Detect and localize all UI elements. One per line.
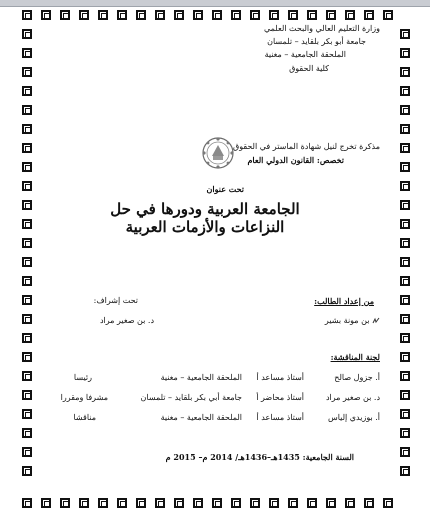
committee-member-institution: الملحقة الجامعية – مغنية xyxy=(160,373,242,382)
square-border-ornament-icon xyxy=(400,409,410,419)
square-border-ornament-icon xyxy=(383,10,393,20)
square-border-ornament-icon xyxy=(22,10,32,20)
student-name: بن مونة بشير xyxy=(324,316,370,325)
square-border-ornament-icon xyxy=(22,219,32,229)
square-border-ornament-icon xyxy=(231,10,241,20)
committee-member-rank: أستاذ مساعد أ xyxy=(256,373,304,382)
square-border-ornament-icon xyxy=(22,447,32,457)
square-border-ornament-icon xyxy=(117,10,127,20)
student-name-row xyxy=(325,316,380,326)
academic-year: السنة الجامعية: 1435هـ–1436هـ/ 2014 م– 2015 م xyxy=(165,452,354,462)
specialty-line: تخصص: القانون الدولي العام xyxy=(247,155,344,165)
square-border-ornament-icon xyxy=(22,466,32,476)
thesis-cover-page xyxy=(46,24,384,504)
annex-line: الملحقة الجامعية – مغنية xyxy=(264,50,346,59)
thesis-type: مذكرة تخرج لنيل شهادة الماستر في الحقوق xyxy=(233,142,380,151)
square-border-ornament-icon xyxy=(400,181,410,191)
square-border-ornament-icon xyxy=(400,314,410,324)
square-border-ornament-icon xyxy=(383,498,393,508)
square-border-ornament-icon xyxy=(307,10,317,20)
square-border-ornament-icon xyxy=(79,10,89,20)
square-border-ornament-icon xyxy=(22,124,32,134)
square-border-ornament-icon xyxy=(60,10,70,20)
committee-member-rank: أستاذ محاضر أ xyxy=(256,393,304,402)
square-border-ornament-icon xyxy=(400,86,410,96)
square-border-ornament-icon xyxy=(400,124,410,134)
square-border-ornament-icon xyxy=(400,29,410,39)
square-border-ornament-icon xyxy=(400,238,410,248)
square-border-ornament-icon xyxy=(22,143,32,153)
committee-member-name: د. بن صغير مراد xyxy=(325,393,380,402)
committee-member-institution: الملحقة الجامعية – مغنية xyxy=(160,413,242,422)
square-border-ornament-icon xyxy=(22,67,32,77)
square-border-ornament-icon xyxy=(22,371,32,381)
square-border-ornament-icon xyxy=(22,352,32,362)
square-border-ornament-icon xyxy=(98,10,108,20)
square-border-ornament-icon xyxy=(400,390,410,400)
square-border-ornament-icon xyxy=(22,428,32,438)
square-border-ornament-icon xyxy=(400,143,410,153)
square-border-ornament-icon xyxy=(400,333,410,343)
square-border-ornament-icon xyxy=(400,295,410,305)
square-border-ornament-icon xyxy=(22,257,32,267)
square-border-ornament-icon xyxy=(364,10,374,20)
committee-member-role: رئيسا xyxy=(73,373,92,382)
square-border-ornament-icon xyxy=(41,10,51,20)
square-border-ornament-icon xyxy=(22,333,32,343)
committee-member-name: أ. جزول صالح xyxy=(334,373,380,382)
supervisor-label: تحت إشراف: xyxy=(93,296,138,305)
square-border-ornament-icon xyxy=(22,238,32,248)
committee-label: لجنة المناقشة: xyxy=(330,352,380,362)
under-title-label: تحت عنوان xyxy=(206,184,244,194)
committee-member-role: مناقشا xyxy=(73,413,96,422)
square-border-ornament-icon xyxy=(400,352,410,362)
square-border-ornament-icon xyxy=(288,10,298,20)
square-border-ornament-icon xyxy=(400,48,410,58)
square-border-ornament-icon xyxy=(400,257,410,267)
square-border-ornament-icon xyxy=(22,200,32,210)
square-border-ornament-icon xyxy=(22,409,32,419)
university-line: جامعة أبو بكر بلقايد – تلمسان xyxy=(267,37,366,46)
square-border-ornament-icon xyxy=(400,428,410,438)
square-border-ornament-icon xyxy=(400,200,410,210)
committee-member-institution: جامعة أبي بكر بلقايد – تلمسان xyxy=(140,393,242,402)
square-border-ornament-icon xyxy=(345,10,355,20)
square-border-ornament-icon xyxy=(269,10,279,20)
square-border-ornament-icon xyxy=(136,10,146,20)
square-border-ornament-icon xyxy=(400,105,410,115)
square-border-ornament-icon xyxy=(193,10,203,20)
ministry-line: وزارة التعليم العالي والبحث العلمي xyxy=(264,24,380,33)
square-border-ornament-icon xyxy=(400,219,410,229)
university-emblem-icon xyxy=(201,136,235,170)
thesis-title-line1: الجامعة العربية ودورها في حل xyxy=(110,200,300,218)
square-border-ornament-icon xyxy=(22,314,32,324)
square-border-ornament-icon xyxy=(22,295,32,305)
square-border-ornament-icon xyxy=(155,10,165,20)
square-border-ornament-icon xyxy=(22,276,32,286)
signature-mark-icon xyxy=(372,317,380,325)
committee-member-rank: أستاذ مساعد أ xyxy=(256,413,304,422)
viewer-top-bar xyxy=(0,0,430,7)
square-border-ornament-icon xyxy=(22,498,32,508)
square-border-ornament-icon xyxy=(22,390,32,400)
square-border-ornament-icon xyxy=(212,10,222,20)
square-border-ornament-icon xyxy=(400,466,410,476)
square-border-ornament-icon xyxy=(400,447,410,457)
faculty-line: كلية الحقوق xyxy=(289,64,329,73)
thesis-title-line2: النزاعات والأزمات العربية xyxy=(125,218,285,236)
square-border-ornament-icon xyxy=(250,10,260,20)
committee-member-role: مشرفا ومقررا xyxy=(60,393,108,402)
square-border-ornament-icon xyxy=(22,162,32,172)
square-border-ornament-icon xyxy=(326,10,336,20)
square-border-ornament-icon xyxy=(22,105,32,115)
square-border-ornament-icon xyxy=(400,371,410,381)
square-border-ornament-icon xyxy=(400,162,410,172)
square-border-ornament-icon xyxy=(22,29,32,39)
square-border-ornament-icon xyxy=(400,276,410,286)
square-border-ornament-icon xyxy=(22,181,32,191)
student-label: من إعداد الطالب: xyxy=(314,296,374,306)
supervisor-name: د. بن صغير مراد xyxy=(99,316,154,325)
committee-member-name: أ. بوزيدي إلياس xyxy=(327,413,380,422)
square-border-ornament-icon xyxy=(400,67,410,77)
square-border-ornament-icon xyxy=(22,48,32,58)
square-border-ornament-icon xyxy=(174,10,184,20)
square-border-ornament-icon xyxy=(22,86,32,96)
